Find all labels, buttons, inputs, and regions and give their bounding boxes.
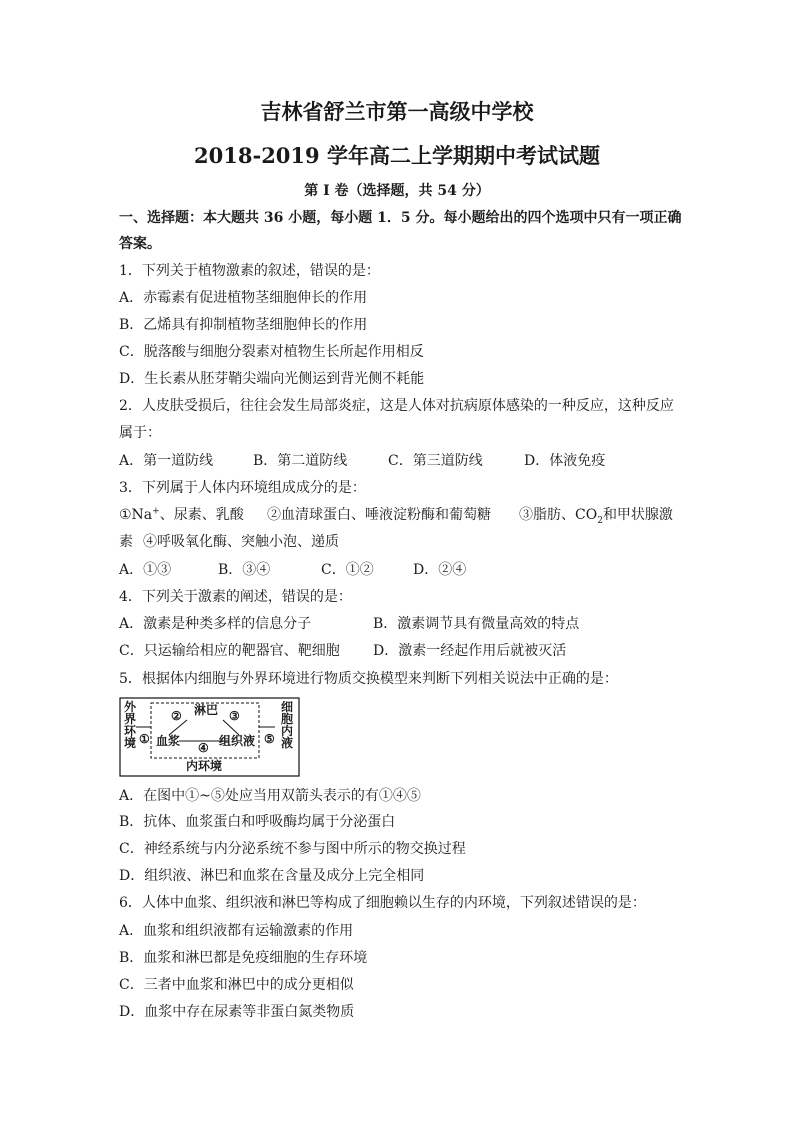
q5-option-d: D．组织液、淋巴和血浆在含量及成分上完全相同 bbox=[119, 868, 425, 884]
label-intracellular-fluid: 细 胞 内 液 bbox=[280, 700, 293, 750]
q1-option-b: B．乙烯具有抑制植物茎细胞伸长的作用 bbox=[119, 317, 368, 333]
instructions-line-2: 答案。 bbox=[119, 236, 161, 252]
q5-option-a: A．在图中①~⑤处应当用双箭头表示的有①④⑤ bbox=[119, 788, 421, 804]
q2-option-d: D．体液免疫 bbox=[524, 453, 606, 469]
label-internal-environment: 内环境 bbox=[186, 759, 223, 773]
q6-option-d: D．血浆中存在尿素等非蛋白氮类物质 bbox=[119, 1004, 355, 1020]
q3-item-4: ④呼吸氧化酶、突触小泡、递质 bbox=[143, 534, 339, 550]
q4-option-d: D．激素一经起作用后就被灭活 bbox=[373, 643, 567, 659]
school-title: 吉林省舒兰市第一高级中学校 bbox=[260, 99, 534, 124]
q3-item-3: ③脂肪、$CO_2$和甲状腺激 bbox=[519, 507, 673, 526]
volume-subtitle: 第 I 卷（选择题，共 54 分） bbox=[304, 183, 490, 199]
marker-5: ⑤ bbox=[264, 732, 275, 746]
q2-stem-line-2: 属于： bbox=[119, 425, 161, 441]
q5-option-c: C．神经系统与内分泌系统不参与图中所示的物交换过程 bbox=[119, 841, 466, 857]
q4-option-a: A．激素是种类多样的信息分子 bbox=[119, 616, 312, 632]
label-outside-environment: 外 界 环 境 bbox=[123, 700, 136, 750]
q1-option-c: C．脱落酸与细胞分裂素对植物生长所起作用相反 bbox=[119, 344, 424, 360]
q3-item-1: ①Na+、尿素、乳酸 bbox=[119, 506, 244, 523]
q1-option-a: A．赤霉素有促进植物茎细胞伸长的作用 bbox=[119, 290, 368, 306]
q2-option-c: C．第三道防线 bbox=[388, 453, 483, 469]
q3-option-d: D．②④ bbox=[413, 562, 467, 578]
q6-stem: 6．人体中血浆、组织液和淋巴等构成了细胞赖以生存的内环境，下列叙述错误的是： bbox=[119, 895, 646, 911]
marker-3: ③ bbox=[229, 709, 240, 723]
marker-2: ② bbox=[171, 709, 182, 723]
label-plasma: 血浆 bbox=[156, 734, 181, 748]
label-lymph: 淋巴 bbox=[194, 703, 219, 717]
q1-option-d: D．生长素从胚芽鞘尖端向光侧运到背光侧不耗能 bbox=[119, 371, 425, 387]
q5-stem: 5．根据体内细胞与外界环境进行物质交换模型来判断下列相关说法中正确的是： bbox=[119, 671, 618, 687]
exam-title: 2018-2019 学年高二上学期期中考试试题 bbox=[194, 143, 600, 168]
marker-4: ④ bbox=[198, 741, 209, 755]
q3-item-2: ②血清球蛋白、唾液淀粉酶和葡萄糖 bbox=[267, 507, 491, 523]
q3-option-a: A．①③ bbox=[119, 562, 172, 578]
q4-stem: 4．下列关于激素的阐述，错误的是： bbox=[119, 589, 352, 605]
q3-item-3-continued: 素 bbox=[119, 534, 133, 550]
q3-stem: 3．下列属于人体内环境组成成分的是： bbox=[119, 480, 366, 496]
q6-option-c: C．三者中血浆和淋巴中的成分更相似 bbox=[119, 977, 354, 993]
q1-stem: 1．下列关于植物激素的叙述，错误的是： bbox=[119, 263, 380, 279]
q2-stem-line-1: 2．人皮肤受损后，往往会发生局部炎症，这是人体对抗病原体感染的一种反应，这种反应 bbox=[119, 398, 674, 414]
internal-environment-diagram bbox=[119, 697, 300, 777]
marker-1: ① bbox=[139, 732, 150, 746]
q2-option-b: B．第二道防线 bbox=[253, 453, 348, 469]
q6-option-a: A．血浆和组织液都有运输激素的作用 bbox=[119, 923, 354, 939]
instructions-line-1: 一、选择题：本大题共 36 小题，每小题 1．5 分。每小题给出的四个选项中只有一项正确 bbox=[119, 210, 682, 226]
q2-option-a: A．第一道防线 bbox=[119, 453, 214, 469]
q4-option-b: B．激素调节具有微量高效的特点 bbox=[373, 616, 580, 632]
q3-option-b: B．③④ bbox=[218, 562, 271, 578]
q5-option-b: B．抗体、血浆蛋白和呼吸酶均属于分泌蛋白 bbox=[119, 814, 396, 830]
label-tissue-fluid: 组织液 bbox=[219, 734, 256, 748]
q4-option-c: C．只运输给相应的靶器官、靶细胞 bbox=[119, 643, 340, 659]
q6-option-b: B．血浆和淋巴都是免疫细胞的生存环境 bbox=[119, 950, 368, 966]
q3-option-c: C．①② bbox=[321, 562, 374, 578]
